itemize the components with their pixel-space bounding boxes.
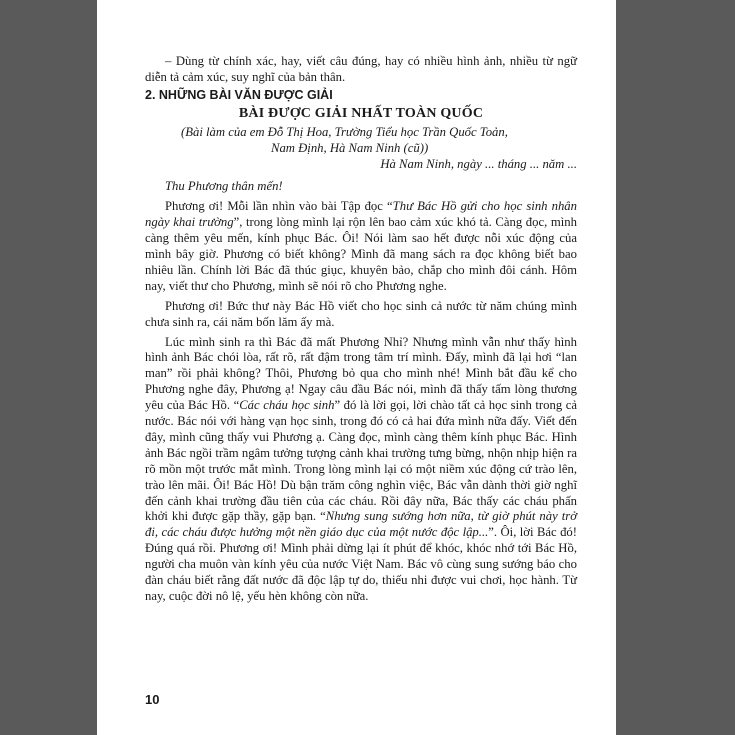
p3-quote-2: Nhưng sung sướng hơn nữa, từ giờ phút này trở đi, các cháu được hưởng một nền giáo dục của một nước độc lập... — [145, 509, 577, 540]
body-paragraph-2: Phương ơi! Bức thư này Bác Hồ viết cho học sinh cả nước từ năm chúng mình chưa sinh ra, cái năm bốn lăm ấy mà. — [145, 298, 577, 329]
essay-title: BÀI ĐƯỢC GIẢI NHẤT TOÀN QUỐC — [238, 105, 484, 121]
place-date-line: Hà Nam Ninh, ngày ... tháng ... năm ... — [380, 157, 577, 172]
page-content — [145, 54, 577, 605]
body-paragraph-1 — [145, 199, 577, 294]
viewer-background-left — [0, 0, 97, 735]
p1-text-a: Phương ơi! Mỗi lần nhìn vào bài Tập đọc “ — [165, 199, 393, 214]
p3-text-c: ”. Ôi, lời Bác đó! Đúng quá rồi. Phương ơi! Mình phải dừng lại ít phút để khóc, khóc nhớ tới Bác Hồ, người cha muôn vàn kính yêu của nước Việt Nam. Bác vô cùng sung sướng báo cho đàn cháu biết rằng đất nước đã độc lập tự do, thiếu nhi được vui chơi, học hành. Từ nay, cuộc đời nô lệ, yếu hèn không còn nữa. — [145, 525, 577, 603]
p3-text-a: Lúc mình sinh ra thì Bác đã mất Phương Nhỉ? Nhưng mình vẫn như thấy hình hình ảnh Bác chói lòa, rất rõ, rất đậm trong tâm trí mình. Đấy, mình đã lại hơi “lan man” rồi phải không? Thôi, Phương bỏ qua cho mình nhé! Mình bắt đầu kể cho Phương nghe đây, Phương ạ! Ngay câu đầu Bác nói, mình đã thấy tấm lòng thương yêu của Bác Hồ. “ — [145, 334, 577, 413]
p3-quote-1: Các cháu học sinh — [239, 398, 335, 413]
p1-quoted-title: Thư Bác Hồ gửi cho học sinh nhân ngày khai trường — [145, 199, 577, 230]
essay-attribution-line-1: (Bài làm của em Đỗ Thị Hoa, Trường Tiểu học Trần Quốc Toản, — [181, 124, 508, 139]
p1-text-b: ”, trong lòng mình lại rộn lên bao cảm xúc khó tả. Càng đọc, mình càng thêm yêu mến, kính phục Bác. Ôi! Nói làm sao hết được nỗi xúc động của mình bây giờ. Phương có biết không? Mình đã mang sách ra đọc không biết bao nhiêu lần. Chính lời Bác đã thúc giục, khuyên bảo, chắp cho mình đôi cánh. Hôm nay, viết thư cho Phương, mình sẽ nói rõ cho Phương nghe. — [145, 215, 577, 293]
intro-paragraph: – Dùng từ chính xác, hay, viết câu đúng, hay có nhiều hình ảnh, nhiều từ ngữ diễn tả cảm xúc, suy nghĩ của bản thân. — [145, 54, 577, 84]
section-heading: 2. NHỮNG BÀI VĂN ĐƯỢC GIẢI — [145, 87, 333, 102]
book-page — [97, 0, 616, 735]
letter-greeting: Thu Phương thân mến! — [165, 179, 283, 194]
body-paragraph-3 — [145, 335, 577, 605]
p3-text-b: ” đó là lời gọi, lời chào tất cả học sinh trong cả nước. Bác nói với hàng vạn học sinh, trong đó có cả hai đứa mình nữa đấy. Viết đến đây, mình cũng thấy vui Phương ạ. Càng đọc, mình càng thêm kính phục Bác. Hình ảnh Bác ngồi trầm ngâm tưởng tượng cảnh khai trường tưng bừng, nhộn nhịp hiện ra rõ mồn một trước mắt mình. Trong lòng mình lại có một niềm xúc động cứ trào lên, trào lên mãi. Ôi! Bác Hồ! Dù bận trăm công nghìn việc, Bác vẫn dành thời giờ nghĩ đến cảnh khai trường đầu tiên của các cháu. Rồi đây nữa, Bác thấy các cháu phấn khởi khi được gặp thầy, gặp bạn. “ — [145, 398, 577, 524]
viewer-background-right — [616, 0, 735, 735]
essay-attribution-line-2: Nam Định, Hà Nam Ninh (cũ)) — [271, 140, 429, 155]
page-number: 10 — [145, 692, 160, 707]
